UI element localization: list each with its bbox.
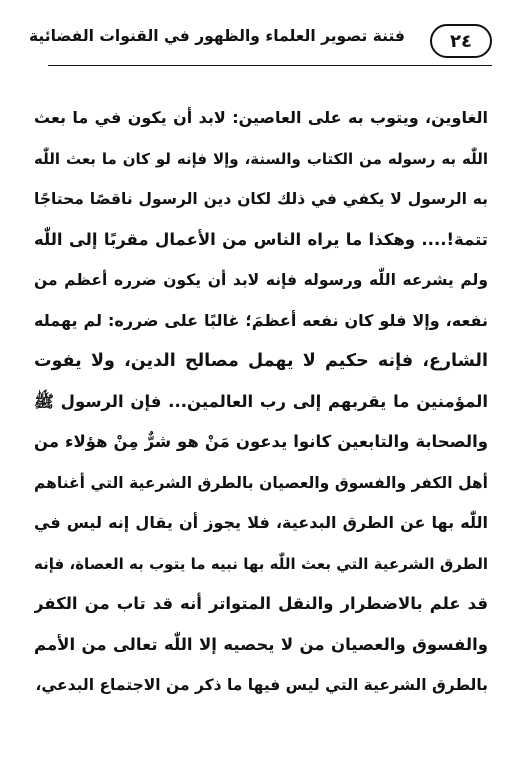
text-line: أهل الكفر والفسوق والعصيان بالطرق الشرعية التي أغناهم (34, 473, 488, 492)
text-line: قد علم بالاضطرار والنقل المتواتر أنه قد تاب من الكفر (34, 594, 488, 613)
text-line: ولم يشرعه اللّٰه ورسوله فإنه لابد أن يكون ضرره أعظم من (34, 271, 488, 289)
body-text (34, 98, 488, 706)
text-line: الغاوين، ويتوب به على العاصين: لابد أن يكون في ما بعث (34, 108, 488, 127)
text-line: والفسوق والعصيان من لا يحصيه إلا اللّٰه تعالى من الأمم (34, 634, 488, 654)
text-line: اللّٰه بها عن الطرق البدعية، فلا يجوز أن يقال إنه ليس في (34, 513, 488, 532)
text-line: الطرق الشرعية التي بعث اللّٰه بها نبيه ما يتوب به العصاة، فإنه (34, 554, 488, 573)
running-title: فتنة تصوير العلماء والظهور في القنوات الفضائية (29, 27, 405, 45)
header-rule (48, 65, 492, 66)
text-line: والصحابة والتابعين كانوا يدعون مَنْ هو شرٌّ مِنْ هؤلاء من (34, 432, 488, 451)
text-line: المؤمنين ما يقربهم إلى رب العالمين... فإن الرسول ﷺ (34, 391, 488, 411)
page-header (24, 24, 492, 68)
text-line: تتمة!.... وهكذا ما يراه الناس من الأعمال مقربًا إلى اللّٰه (34, 229, 488, 249)
text-line: اللّٰه به رسوله من الكتاب والسنة، وإلا فإنه لو كان ما بعث اللّٰه (34, 149, 488, 168)
page-number: ٢٤ (430, 24, 492, 58)
text-line: بالطرق الشرعية التي ليس فيها ما ذكر من الاجتماع البدعي، (35, 676, 488, 694)
text-line: نفعه، وإلا فلو كان نفعه أعظمَ؛ غالبًا على ضرره: لم يهمله (34, 310, 488, 330)
text-line: به الرسول لا يكفي في ذلك لكان دين الرسول ناقصًا محتاجًا (34, 190, 488, 208)
text-line: الشارع، فإنه حكيم لا يهمل مصالح الدين، ولا يفوت (34, 351, 488, 371)
